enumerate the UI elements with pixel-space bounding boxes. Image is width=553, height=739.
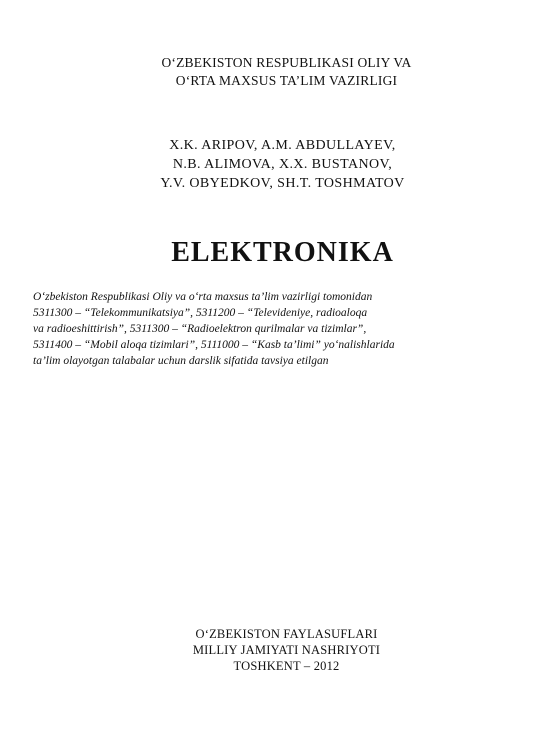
approval-description	[33, 289, 519, 369]
publisher-line-1: O‘ZBEKISTON FAYLASUFLARI	[195, 627, 378, 641]
ministry-line-2: O‘RTA MAXSUS TA’LIM VAZIRLIGI	[175, 73, 398, 88]
description-line-5: ta’lim olayotgan talabalar uchun darslik sifatida tavsiya etilgan	[33, 355, 329, 367]
ministry-heading	[10, 54, 553, 90]
ministry-line-1: O‘ZBEKISTON RESPUBLIKASI OLIY VA	[161, 55, 412, 70]
book-title: ELEKTRONIKA	[171, 237, 394, 268]
description-line-4: 5311400 – “Mobil aloqa tizimlari”, 5111000 – “Kasb ta’limi” yo‘nalishlarida	[33, 339, 395, 351]
description-line-2: 5311300 – “Telekommunikatsiya”, 5311200 – “Televideniye, radioaloqa	[33, 307, 368, 319]
description-line-1: O‘zbekiston Respublikasi Oliy va o‘rta maxsus ta’lim vazirligi tomonidan	[33, 291, 373, 303]
authors-line-2: N.B. ALIMOVA, X.X. BUSTANOV,	[172, 157, 393, 172]
description-line-3: va radioeshittirish”, 5311300 – “Radioelektron qurilmalar va tizimlar”,	[33, 323, 367, 335]
authors-line-3: Y.V. OBYEDKOV, SH.T. TOSHMATOV	[160, 176, 405, 191]
publisher-line-2: MILLIY JAMIYATI NASHRIYOTI	[192, 643, 381, 657]
authors-line-1: X.K. ARIPOV, A.M. ABDULLAYEV,	[169, 138, 396, 153]
publisher-imprint	[10, 626, 553, 674]
publisher-line-3: TOSHKENT – 2012	[233, 659, 340, 673]
authors-list	[6, 136, 553, 193]
